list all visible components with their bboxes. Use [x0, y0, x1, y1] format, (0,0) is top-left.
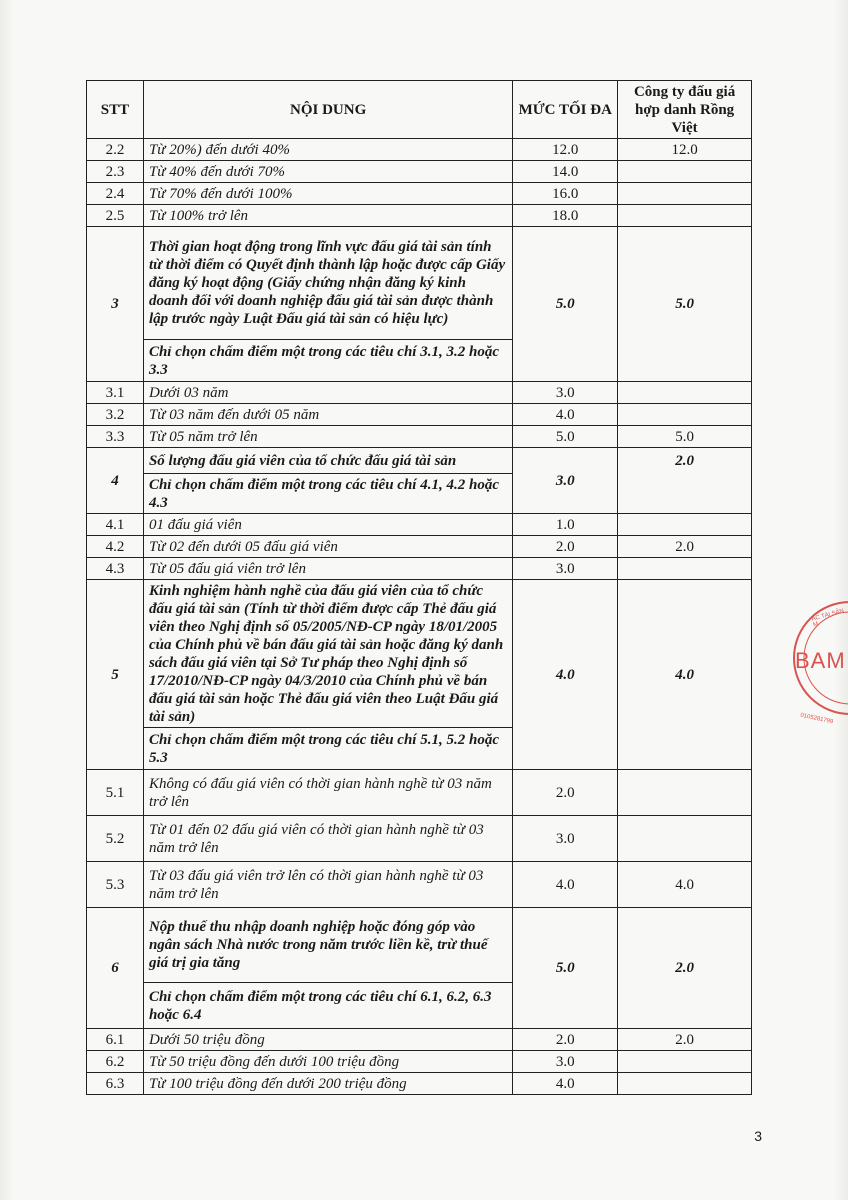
row-max: 3.0 [513, 382, 618, 404]
row-max: 5.0 [513, 227, 618, 382]
row-content: Từ 02 đến dưới 05 đấu giá viên [143, 536, 512, 558]
row-stt: 2.2 [87, 139, 144, 161]
row-score [618, 558, 752, 580]
row-stt: 6 [87, 908, 144, 1029]
table-row [87, 205, 752, 227]
row-stt: 3.3 [87, 426, 144, 448]
row-stt: 6.1 [87, 1029, 144, 1051]
row-stt: 4.3 [87, 558, 144, 580]
row-content: Từ 100% trở lên [143, 205, 512, 227]
row-score [618, 183, 752, 205]
row-max: 16.0 [513, 183, 618, 205]
table-row [87, 183, 752, 205]
row-stt: 6.3 [87, 1073, 144, 1095]
row-score: 2.0 [618, 1029, 752, 1051]
row-max: 2.0 [513, 536, 618, 558]
row-content: Kinh nghiệm hành nghề của đấu giá viên của tổ chức đấu giá tài sản (Tính từ thời điểm được cấp Thẻ đấu giá viên theo Nghị định số 05/2005/NĐ-CP ngày 18/01/2005 của Chính phủ về bán đấu giá tài sản hoặc đăng ký danh sách đấu giá viên tại Sở Tư pháp theo Nghị định số 17/2010/NĐ-CP ngày 04/3/2010 của Chính phủ về bán đấu giá tài sản hoặc Thẻ đấu giá viên theo Luật Đấu giá tài sản) [143, 580, 512, 728]
row-max: 3.0 [513, 1051, 618, 1073]
table-row [87, 382, 752, 404]
row-stt: 3.2 [87, 404, 144, 426]
row-score: 4.0 [618, 580, 752, 770]
table-row [87, 1051, 752, 1073]
table-row [87, 580, 752, 728]
table-row [87, 404, 752, 426]
row-stt: 5.1 [87, 770, 144, 816]
row-note: Chỉ chọn chấm điểm một trong các tiêu chí 5.1, 5.2 hoặc 5.3 [143, 728, 512, 770]
scoring-table [86, 80, 752, 1095]
row-max: 2.0 [513, 1029, 618, 1051]
row-content: Từ 03 đấu giá viên trở lên có thời gian hành nghề từ 03 năm trở lên [143, 862, 512, 908]
row-score [618, 1073, 752, 1095]
table-row [87, 862, 752, 908]
row-content: Dưới 50 triệu đồng [143, 1029, 512, 1051]
row-score [618, 205, 752, 227]
row-stt: 3.1 [87, 382, 144, 404]
row-stt: 4.2 [87, 536, 144, 558]
row-stt: 4.1 [87, 514, 144, 536]
row-max: 4.0 [513, 580, 618, 770]
row-score: 5.0 [618, 426, 752, 448]
row-score: 2.0 [618, 448, 752, 514]
row-stt: 3 [87, 227, 144, 382]
row-max: 1.0 [513, 514, 618, 536]
row-note: Chỉ chọn chấm điểm một trong các tiêu chí 6.1, 6.2, 6.3 hoặc 6.4 [143, 983, 512, 1029]
row-content: Từ 20%) đến dưới 40% [143, 139, 512, 161]
header-muc-toi-da: MỨC TỐI ĐA [513, 81, 618, 139]
row-stt: 5 [87, 580, 144, 770]
row-max: 3.0 [513, 448, 618, 514]
row-score [618, 514, 752, 536]
row-max: 5.0 [513, 908, 618, 1029]
row-max: 3.0 [513, 558, 618, 580]
row-score [618, 770, 752, 816]
row-content: Từ 05 năm trở lên [143, 426, 512, 448]
row-content: Từ 70% đến dưới 100% [143, 183, 512, 205]
row-content: Số lượng đấu giá viên của tổ chức đấu giá tài sản [143, 448, 512, 474]
header-noi-dung: NỘI DUNG [143, 81, 512, 139]
row-score [618, 382, 752, 404]
row-content: Dưới 03 năm [143, 382, 512, 404]
table-row [87, 908, 752, 983]
row-max: 14.0 [513, 161, 618, 183]
row-score [618, 1051, 752, 1073]
row-content: Từ 50 triệu đồng đến dưới 100 triệu đồng [143, 1051, 512, 1073]
row-max: 4.0 [513, 1073, 618, 1095]
row-score: 5.0 [618, 227, 752, 382]
table-row [87, 816, 752, 862]
table-row [87, 1073, 752, 1095]
row-content: Thời gian hoạt động trong lĩnh vực đấu giá tài sản tính từ thời điểm có Quyết định thành lập hoặc được cấp Giấy đăng ký hoạt động (Giấy chứng nhận đăng ký kinh doanh đối với doanh nghiệp đấu giá tài sản được thành lập trước ngày Luật Đấu giá tài sản có hiệu lực) [143, 227, 512, 340]
row-score [618, 816, 752, 862]
table-row [87, 426, 752, 448]
row-stt: 2.5 [87, 205, 144, 227]
row-max: 2.0 [513, 770, 618, 816]
stamp-text: BAM [795, 648, 846, 673]
table-row [87, 514, 752, 536]
row-max: 4.0 [513, 862, 618, 908]
header-cong-ty: Công ty đấu giá hợp danh Rồng Việt [618, 81, 752, 139]
table-row [87, 558, 752, 580]
row-content: Từ 03 năm đến dưới 05 năm [143, 404, 512, 426]
row-max: 18.0 [513, 205, 618, 227]
row-content: Từ 05 đấu giá viên trở lên [143, 558, 512, 580]
row-score [618, 161, 752, 183]
row-content: Từ 40% đến dưới 70% [143, 161, 512, 183]
row-note: Chỉ chọn chấm điểm một trong các tiêu chí 3.1, 3.2 hoặc 3.3 [143, 340, 512, 382]
row-content: Từ 01 đến 02 đấu giá viên có thời gian hành nghề từ 03 năm trở lên [143, 816, 512, 862]
table-header-row [87, 81, 752, 139]
row-stt: 6.2 [87, 1051, 144, 1073]
row-content: Không có đấu giá viên có thời gian hành nghề từ 03 năm trở lên [143, 770, 512, 816]
row-max: 4.0 [513, 404, 618, 426]
table-row [87, 1029, 752, 1051]
stamp-bottom-text: 0105281799 [799, 712, 834, 726]
row-max: 3.0 [513, 816, 618, 862]
row-content: 01 đấu giá viên [143, 514, 512, 536]
row-score: 2.0 [618, 536, 752, 558]
table-row [87, 139, 752, 161]
row-note: Chỉ chọn chấm điểm một trong các tiêu chí 4.1, 4.2 hoặc 4.3 [143, 474, 512, 514]
row-stt: 2.4 [87, 183, 144, 205]
row-max: 12.0 [513, 139, 618, 161]
table-row [87, 770, 752, 816]
row-score: 2.0 [618, 908, 752, 1029]
row-stt: 5.2 [87, 816, 144, 862]
page-number: 3 [754, 1128, 762, 1144]
row-max: 5.0 [513, 426, 618, 448]
row-content: Nộp thuế thu nhập doanh nghiệp hoặc đóng góp vào ngân sách Nhà nước trong năm trước liền kề, trừ thuế giá trị gia tăng [143, 908, 512, 983]
row-score: 12.0 [618, 139, 752, 161]
row-content: Từ 100 triệu đồng đến dưới 200 triệu đồng [143, 1073, 512, 1095]
row-stt: 2.3 [87, 161, 144, 183]
table-row [87, 161, 752, 183]
row-score: 4.0 [618, 862, 752, 908]
row-score [618, 404, 752, 426]
table-row [87, 536, 752, 558]
stamp-top-text: ÁC TÀI SẢN M [811, 608, 845, 629]
row-stt: 4 [87, 448, 144, 514]
table-row [87, 448, 752, 474]
table-row [87, 227, 752, 340]
row-stt: 5.3 [87, 862, 144, 908]
header-stt: STT [87, 81, 144, 139]
